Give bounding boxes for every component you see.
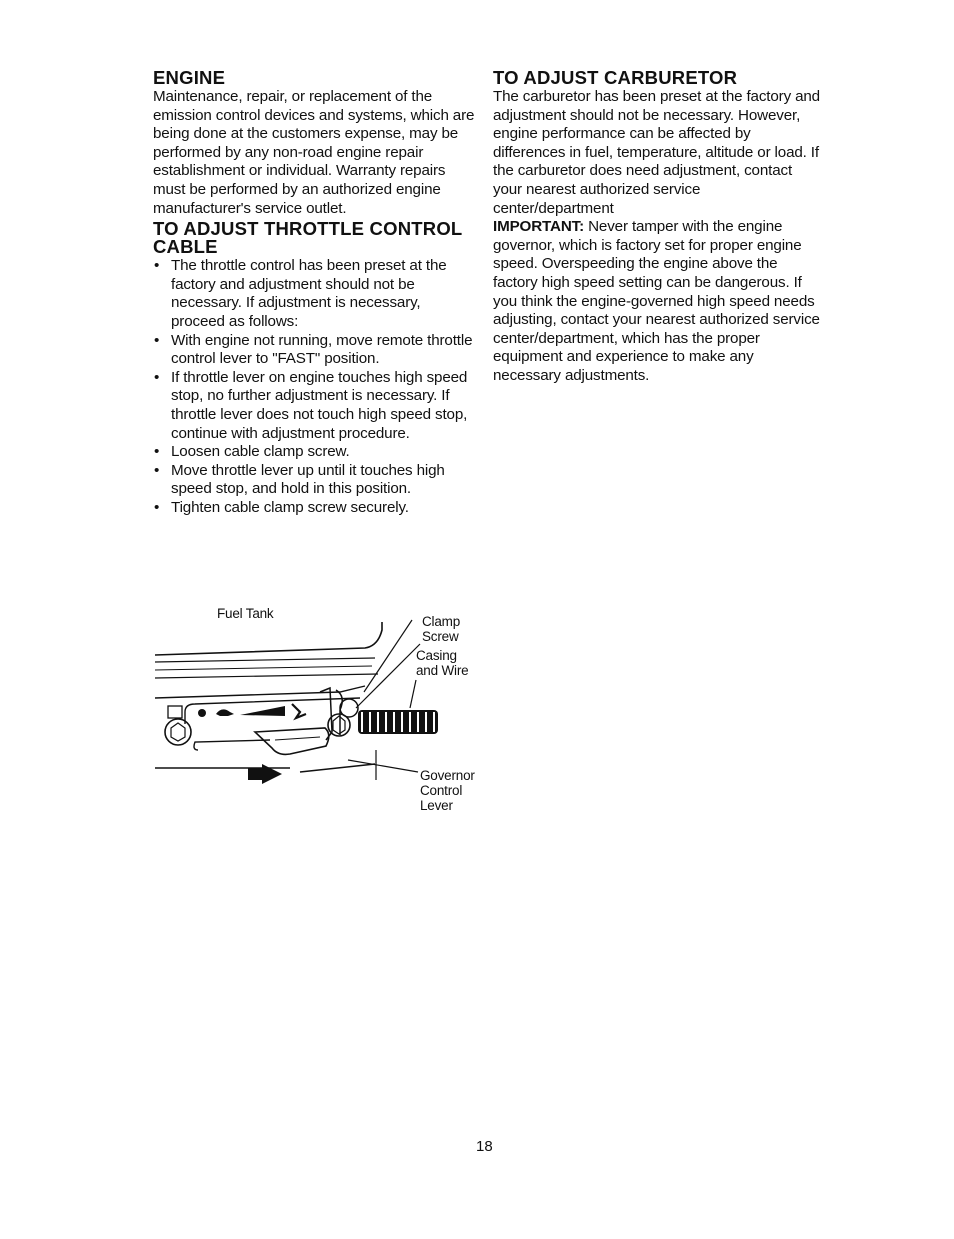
carburetor-body: The carburetor has been preset at the factory and adjustment should not be necessary. However, engine performance can be affected by differences in fuel, temperature, altitude or load. If the carburetor does need adjustment, contact your nearest authorized service center/department — [493, 88, 820, 217]
clamp-label-line2: Screw — [422, 629, 459, 644]
list-item: • With engine not running, move remote throttle control lever to "FAST" position. — [154, 331, 473, 368]
engine-body: Maintenance, repair, or replacement of the emission control devices and systems, which are being done at the customers expense, may be performed by any non-road engine repair establishment or individual. Warranty repairs must be performed by an authorized engine manufacturer's service outlet. — [153, 88, 475, 217]
engine-heading: ENGINE — [153, 67, 226, 88]
governor-label-line3: Lever — [420, 798, 453, 813]
list-item: • Move throttle lever up until it touches high speed stop, and hold in this position. — [154, 461, 445, 498]
important-body: Never tamper with the engine governor, which is factory set for proper engine speed. Overspeeding the engine above the factory high speed setting can be dangerous. If you think the engine-governed high speed needs adjusting, contact your nearest authorized service center/department, which has the proper equipment and experience to make any necessary adjustments. — [493, 218, 820, 384]
list-item: • Loosen cable clamp screw. — [154, 443, 350, 461]
left-column — [153, 68, 478, 517]
casing-label-line1: Casing — [416, 648, 457, 663]
governor-label-line1: Governor — [420, 768, 475, 783]
fuel-tank-label: Fuel Tank — [217, 606, 274, 621]
page-number: 18 — [476, 1138, 493, 1155]
important-label: IMPORTANT: — [493, 218, 585, 236]
right-column — [493, 68, 823, 386]
governor-label-line2: Control — [420, 783, 463, 798]
list-item: • Tighten cable clamp screw securely. — [154, 498, 409, 516]
list-item: • The throttle control has been preset at the factory and adjustment should not be necessary. If adjustment is necessary, proceed as follows: — [154, 257, 447, 330]
carburetor-heading: TO ADJUST CARBURETOR — [493, 67, 738, 88]
throttle-cable-figure — [150, 600, 490, 820]
throttle-steps-list — [153, 257, 478, 517]
list-item: • If throttle lever on engine touches high speed stop, no further adjustment is necessary. If throttle lever does not touch high speed stop, continue with adjustment procedure. — [154, 368, 468, 442]
throttle-heading: TO ADJUST THROTTLE CONTROL CABLE — [153, 218, 463, 258]
important-note — [493, 218, 823, 385]
casing-label-line2: and Wire — [416, 663, 469, 678]
clamp-label-line1: Clamp — [422, 614, 461, 629]
